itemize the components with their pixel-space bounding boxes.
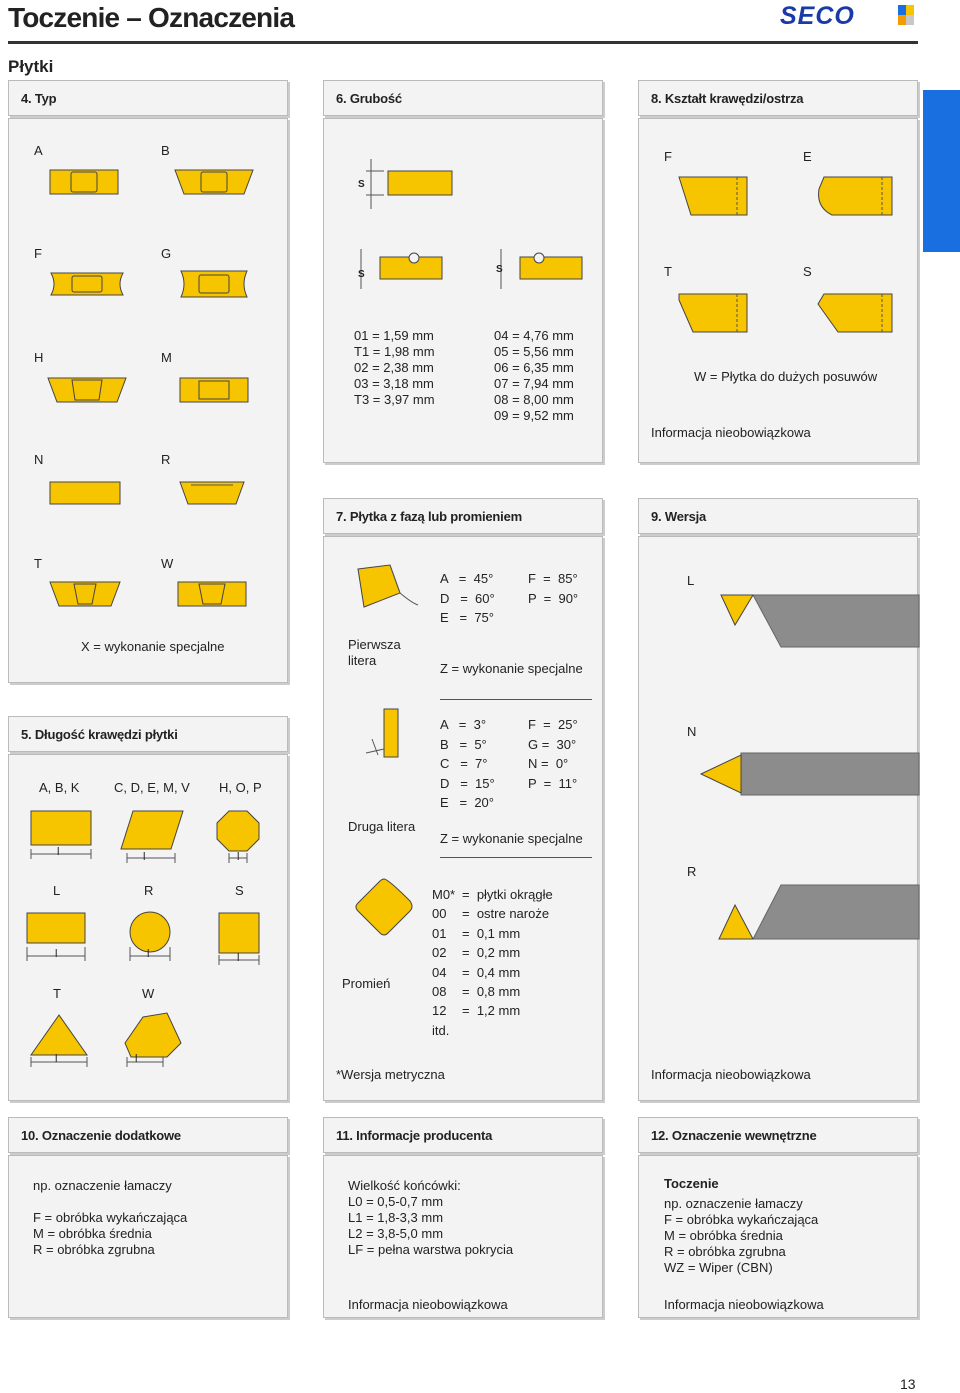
metric-footnote: *Wersja metryczna [336, 1067, 445, 1082]
type-label-a: A [34, 143, 43, 158]
insert-type-f-icon [47, 269, 127, 299]
section-4-panel [8, 118, 288, 683]
edge-length-rhombus-icon [117, 809, 187, 865]
section-10-header: 10. Oznaczenie dodatkowe [8, 1117, 288, 1153]
edge-length-round-icon [123, 911, 183, 967]
edge-shape-s-icon [814, 294, 894, 334]
insert-type-g-icon [179, 269, 249, 299]
edge-label-l: L [53, 883, 61, 898]
type-special-note: X = wykonanie specjalne [81, 639, 225, 654]
thickness-s-label-3: S [496, 264, 503, 275]
radius-label: Promień [342, 976, 391, 991]
section-5-panel [8, 754, 288, 1101]
second-letter-angles-2: F = 25° G = 30° N = 0° P = 11° [528, 717, 578, 791]
type-label-m: M [161, 350, 172, 365]
insert-type-m-icon [179, 377, 249, 403]
edge-group-hop: H, O, P [219, 780, 262, 795]
l-mark-4: l [55, 948, 58, 960]
edge-label-r: R [144, 883, 154, 898]
type-label-n: N [34, 452, 44, 467]
edge-label-f: F [664, 149, 672, 164]
edge-label-s5: S [235, 883, 244, 898]
additional-marking-text: np. oznaczenie łamaczy F = obróbka wykańczająca M = obróbka średnia R = obróbka zgrubna [33, 1178, 188, 1257]
edge-label-s: S [803, 264, 812, 279]
section-5-header: 5. Długość krawędzi płytki [8, 716, 288, 752]
version-label-l: L [687, 573, 695, 588]
edge-label-t: T [664, 264, 672, 279]
version-n-tool-icon [701, 749, 919, 799]
first-letter-angles-1: A = 45° D = 60° E = 75° [440, 571, 495, 625]
edge-length-square-icon [215, 911, 269, 967]
edge-group-abk: A, B, K [39, 780, 80, 795]
section-8-header: 8. Kształt krawędzi/ostrza [638, 80, 918, 116]
type-label-h: H [34, 350, 44, 365]
divider-2 [440, 857, 592, 858]
second-letter-label: Druga litera [348, 819, 416, 834]
thickness-profile-3-icon [494, 249, 584, 289]
l-mark-2: l [143, 851, 146, 863]
radius-insert-icon [352, 875, 416, 939]
l-mark-8: l [135, 1053, 138, 1065]
edge-shape-t-icon [679, 294, 749, 334]
section-9-panel [638, 536, 918, 1101]
second-letter-angles-1: A = 3° B = 5° C = 7° D = 15° E = 20° [440, 717, 495, 810]
section-4-header: 4. Typ [8, 80, 288, 116]
insert-type-t-icon [49, 581, 121, 607]
page-title: Toczenie – Oznaczenia [8, 2, 295, 33]
page-subtitle: Płytki [8, 57, 54, 76]
section-10-panel [8, 1155, 288, 1318]
edge-length-l-icon [23, 911, 93, 967]
section-6-panel [323, 118, 603, 463]
seco-logo [780, 2, 916, 30]
thickness-codes-1: 01 = 1,59 mm T1 = 1,98 mm 02 = 2,38 mm 03 = 3,18 mm T3 = 3,97 mm [354, 328, 435, 407]
type-label-g: G [161, 246, 172, 261]
version-r-tool-icon [719, 883, 919, 943]
section-11-header: 11. Informacje producenta [323, 1117, 603, 1153]
thickness-profile-2-icon [354, 249, 444, 289]
edge-shape-f-icon [679, 177, 749, 217]
header-rule [8, 41, 918, 44]
type-label-f: F [34, 246, 42, 261]
seco-logo-text: SECO [780, 2, 855, 30]
edge-label-e: E [803, 149, 812, 164]
l-mark-1: l [57, 846, 60, 858]
insert-type-r-icon [179, 481, 245, 505]
type-label-r: R [161, 452, 171, 467]
type-label-t: T [34, 556, 42, 571]
edge-length-trigon-icon [123, 1013, 187, 1069]
edge-group-cdemv: C, D, E, M, V [114, 780, 190, 795]
second-letter-special: Z = wykonanie specjalne [440, 831, 583, 846]
insert-type-a-icon [49, 169, 119, 195]
radius-values: = płytki okrągłe = ostre naroże = 0,1 mm = 0,2 mm = 0,4 mm = 0,8 mm = 1,2 mm [462, 887, 553, 1019]
chamfer-first-letter-icon [354, 563, 424, 613]
edge-label-t5: T [53, 986, 61, 1001]
l-mark-7: l [55, 1053, 58, 1065]
thickness-codes-2: 04 = 4,76 mm 05 = 5,56 mm 06 = 6,35 mm 07 = 7,94 mm 08 = 8,00 mm 09 = 9,52 mm [494, 328, 574, 423]
section-8-panel [638, 118, 918, 463]
internal-marking-text: np. oznaczenie łamaczy F = obróbka wykańczająca M = obróbka średnia R = obróbka zgrubna WZ = Wiper (CBN) [664, 1196, 819, 1275]
radius-codes: M0* 00 01 02 04 08 12 itd. [432, 887, 456, 1038]
internal-marking-note: Informacja nieobowiązkowa [664, 1297, 824, 1312]
manufacturer-info-note: Informacja nieobowiązkowa [348, 1297, 508, 1312]
thickness-profile-1-icon [364, 159, 454, 209]
edge-info: Informacja nieobowiązkowa [651, 425, 811, 440]
thickness-s-label-2: S [358, 269, 365, 280]
l-mark-3: l [237, 851, 240, 863]
section-6-header: 6. Grubość [323, 80, 603, 116]
section-7-header: 7. Płytka z fazą lub promieniem [323, 498, 603, 534]
version-label-n: N [687, 724, 697, 739]
edge-length-octagon-icon [215, 809, 265, 865]
first-letter-special: Z = wykonanie specjalne [440, 661, 583, 676]
edge-length-rect-icon [27, 809, 97, 865]
version-l-tool-icon [719, 591, 919, 651]
insert-type-b-icon [174, 169, 254, 195]
insert-type-h-icon [47, 377, 127, 403]
page-number: 13 [900, 1376, 916, 1392]
type-label-b: B [161, 143, 170, 158]
chamfer-second-letter-icon [364, 709, 404, 759]
thickness-s-label-1: S [358, 179, 365, 190]
edge-length-triangle-icon [29, 1013, 93, 1069]
insert-type-n-icon [49, 481, 121, 505]
section-12-panel [638, 1155, 918, 1318]
divider-1 [440, 699, 592, 700]
manufacturer-info-text: Wielkość końcówki: L0 = 0,5-0,7 mm L1 = 1,8-3,3 mm L2 = 3,8-5,0 mm LF = pełna warstwa pokrycia [348, 1178, 514, 1257]
side-tab [923, 90, 960, 252]
internal-marking-title: Toczenie [664, 1176, 719, 1191]
edge-shape-e-icon [814, 177, 894, 217]
section-11-panel [323, 1155, 603, 1318]
section-12-header: 12. Oznaczenie wewnętrzne [638, 1117, 918, 1153]
section-7-panel [323, 536, 603, 1101]
edge-w-note: W = Płytka do dużych posuwów [694, 369, 878, 384]
insert-type-w-icon [177, 581, 247, 607]
type-label-w: W [161, 556, 174, 571]
version-label-r: R [687, 864, 697, 879]
first-letter-label: Pierwsza litera [348, 637, 401, 668]
l-mark-5: l [147, 948, 150, 960]
edge-label-w5: W [142, 986, 155, 1001]
l-mark-6: l [237, 952, 240, 964]
first-letter-angles-2: F = 85° P = 90° [528, 571, 579, 606]
version-info: Informacja nieobowiązkowa [651, 1067, 811, 1082]
section-9-header: 9. Wersja [638, 498, 918, 534]
